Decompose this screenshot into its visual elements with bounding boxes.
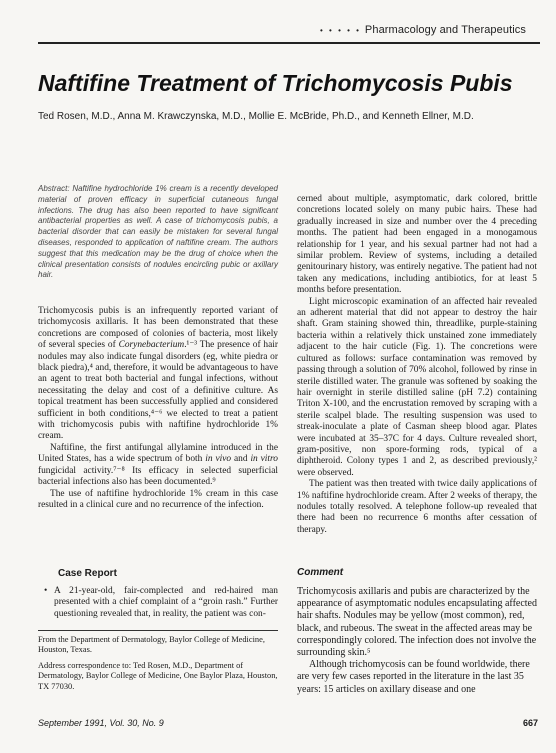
footnote-rule bbox=[38, 630, 278, 631]
column-left-body bbox=[38, 306, 278, 511]
treatment-paragraph: The patient was then treated with twice daily applications of 1% naftifine hydrochloride cream. After 2 weeks of therapy, the nodules totally resolved. A telephone follow-up revealed that there had been no recurrence 6 months after cessation of therapy. bbox=[297, 479, 537, 535]
case-continuation-paragraph: cerned about multiple, asymptomatic, dark colored, brittle concretions located solely on many pubic hairs. These had gradually increased in size and number over the 4 preceding months. The patient had been engaged in a monogamous relationship for 1 year, and his sexual partner had not had a similar problem. Review of systems, including a detailed genitourinary history, was entirely negative. The patient had not taken any medications, including antibiotics, for at least 5 months before presentation. bbox=[297, 194, 537, 296]
case-report-paragraph: A 21-year-old, fair-complected and red-haired man presented with a chief complaint of a “groin rash.” Further questioning revealed that, in reality, the patient was con- bbox=[54, 586, 278, 619]
column-right-body bbox=[297, 194, 537, 536]
article-title: Naftifine Treatment of Trichomycosis Pubis bbox=[38, 70, 513, 96]
article-authors: Ted Rosen, M.D., Anna M. Krawczynska, M.D., Mollie E. McBride, Ph.D., and Kenneth Ellner, M.D. bbox=[38, 111, 474, 122]
section-header bbox=[320, 24, 526, 36]
section-name: Pharmacology and Therapeutics bbox=[364, 24, 526, 36]
header-dots: • • • • • bbox=[320, 26, 361, 35]
comment-text bbox=[297, 586, 537, 696]
microscopy-paragraph: Light microscopic examination of an affected hair revealed an adherent material that did not appear to destroy the hair shaft. Gram staining showed thin, threadlike, purple-staining bacteria within a relatively thick unstained zone immediately adjacent to the hair cuticle (Fig. 1). The concretions were cultured as follows: surface contamination was removed by passing through a solution of 70% alcohol, followed by rinse in sterile distilled water. The granule was softened by soaking the hair overnight in sterile distilled saline (pH 7.2) containing Triton X-100, and the encrustation removed by scraping with a sterile scalpel blade. The resulting suspension was used to streak-inoculate a plate of Casman sheep blood agar. Plates were incubated at 35–37C for 4 days. Culture revealed short, gram-positive, non spore-forming rods, typical of a diphtheroid. Colony types 1 and 2, as described previously,² were observed. bbox=[297, 296, 537, 478]
footnotes bbox=[38, 635, 278, 697]
header-rule bbox=[38, 42, 540, 44]
correspondence-note: Address correspondence to: Ted Rosen, M.D., Department of Dermatology, Baylor College of Medicine, One Baylor Plaza, Houston, TX 77030. bbox=[38, 660, 278, 691]
use-paragraph: The use of naftifine hydrochloride 1% cream in this case resulted in a clinical cure and no recurrence of the infection. bbox=[38, 488, 278, 510]
abstract: Abstract: Naftifine hydrochloride 1% cream is a recently developed material of proven efficacy in superficial cutaneous fungal infections. The drug has also been reported to have significant antibacterial properties as well. A case of trichomycosis pubis, a bacterial disorder that can easily be mistaken for several fungal diseases, responded to application of naftifine cream. The authors suggest that this medication may be the drug of choice when the clinical presentation consists of nodules encircling pubic or axillary hair. bbox=[38, 184, 278, 280]
naftifine-paragraph: Naftifine, the first antifungal allylamine introduced in the United States, has a wide spectrum of both in vivo and in vitro fungicidal activity.⁷⁻⁸ Its efficacy in selected superficial bacterial infections also has been documented.⁹ bbox=[38, 442, 278, 488]
case-report-heading: Case Report bbox=[58, 568, 117, 579]
case-report-text bbox=[44, 586, 278, 620]
intro-paragraph: Trichomycosis pubis is an infrequently reported variant of trichomycosis axillaris. It has been demonstrated that these concretions are composed of colonies of bacteria, most likely of several species of Corynebacterium.¹⁻³ The presence of hair nodules may also indicate fungal disorders (eg, white piedra or black piedra),⁴ and, therefore, it would be advantageous to have an agent to treat both bacterial and fungal infections, without necessitating the delay and cost of a definitive culture. As topical treatment has been successfully applied and considered sufficient in both conditions,⁴⁻⁶ we elected to treat a patient with trichomycosis pubis with naftifine hydrochloride 1% cream. bbox=[38, 306, 278, 442]
comment-paragraph-2: Although trichomycosis can be found worldwide, there are very few cases reported in the literature in the last 35 years: 15 articles on axillary disease and one bbox=[297, 659, 530, 695]
affiliation-note: From the Department of Dermatology, Baylor College of Medicine, Houston, Texas. bbox=[38, 635, 265, 655]
comment-paragraph-1: Trichomycosis axillaris and pubis are characterized by the appearance of asymptomatic nodules encapsulating affected hair shafts. Nodules may be yellow (most common), red, black, and rubeous. The sweat in the affected areas may be correspondingly colored. The infection does not involve the surrounding skin.⁵ bbox=[297, 586, 537, 659]
bullet-glyph: • bbox=[44, 586, 48, 596]
page-number: 667 bbox=[522, 718, 538, 728]
comment-heading: Comment bbox=[297, 567, 344, 578]
footer-issue: September 1991, Vol. 30, No. 9 bbox=[38, 718, 164, 728]
